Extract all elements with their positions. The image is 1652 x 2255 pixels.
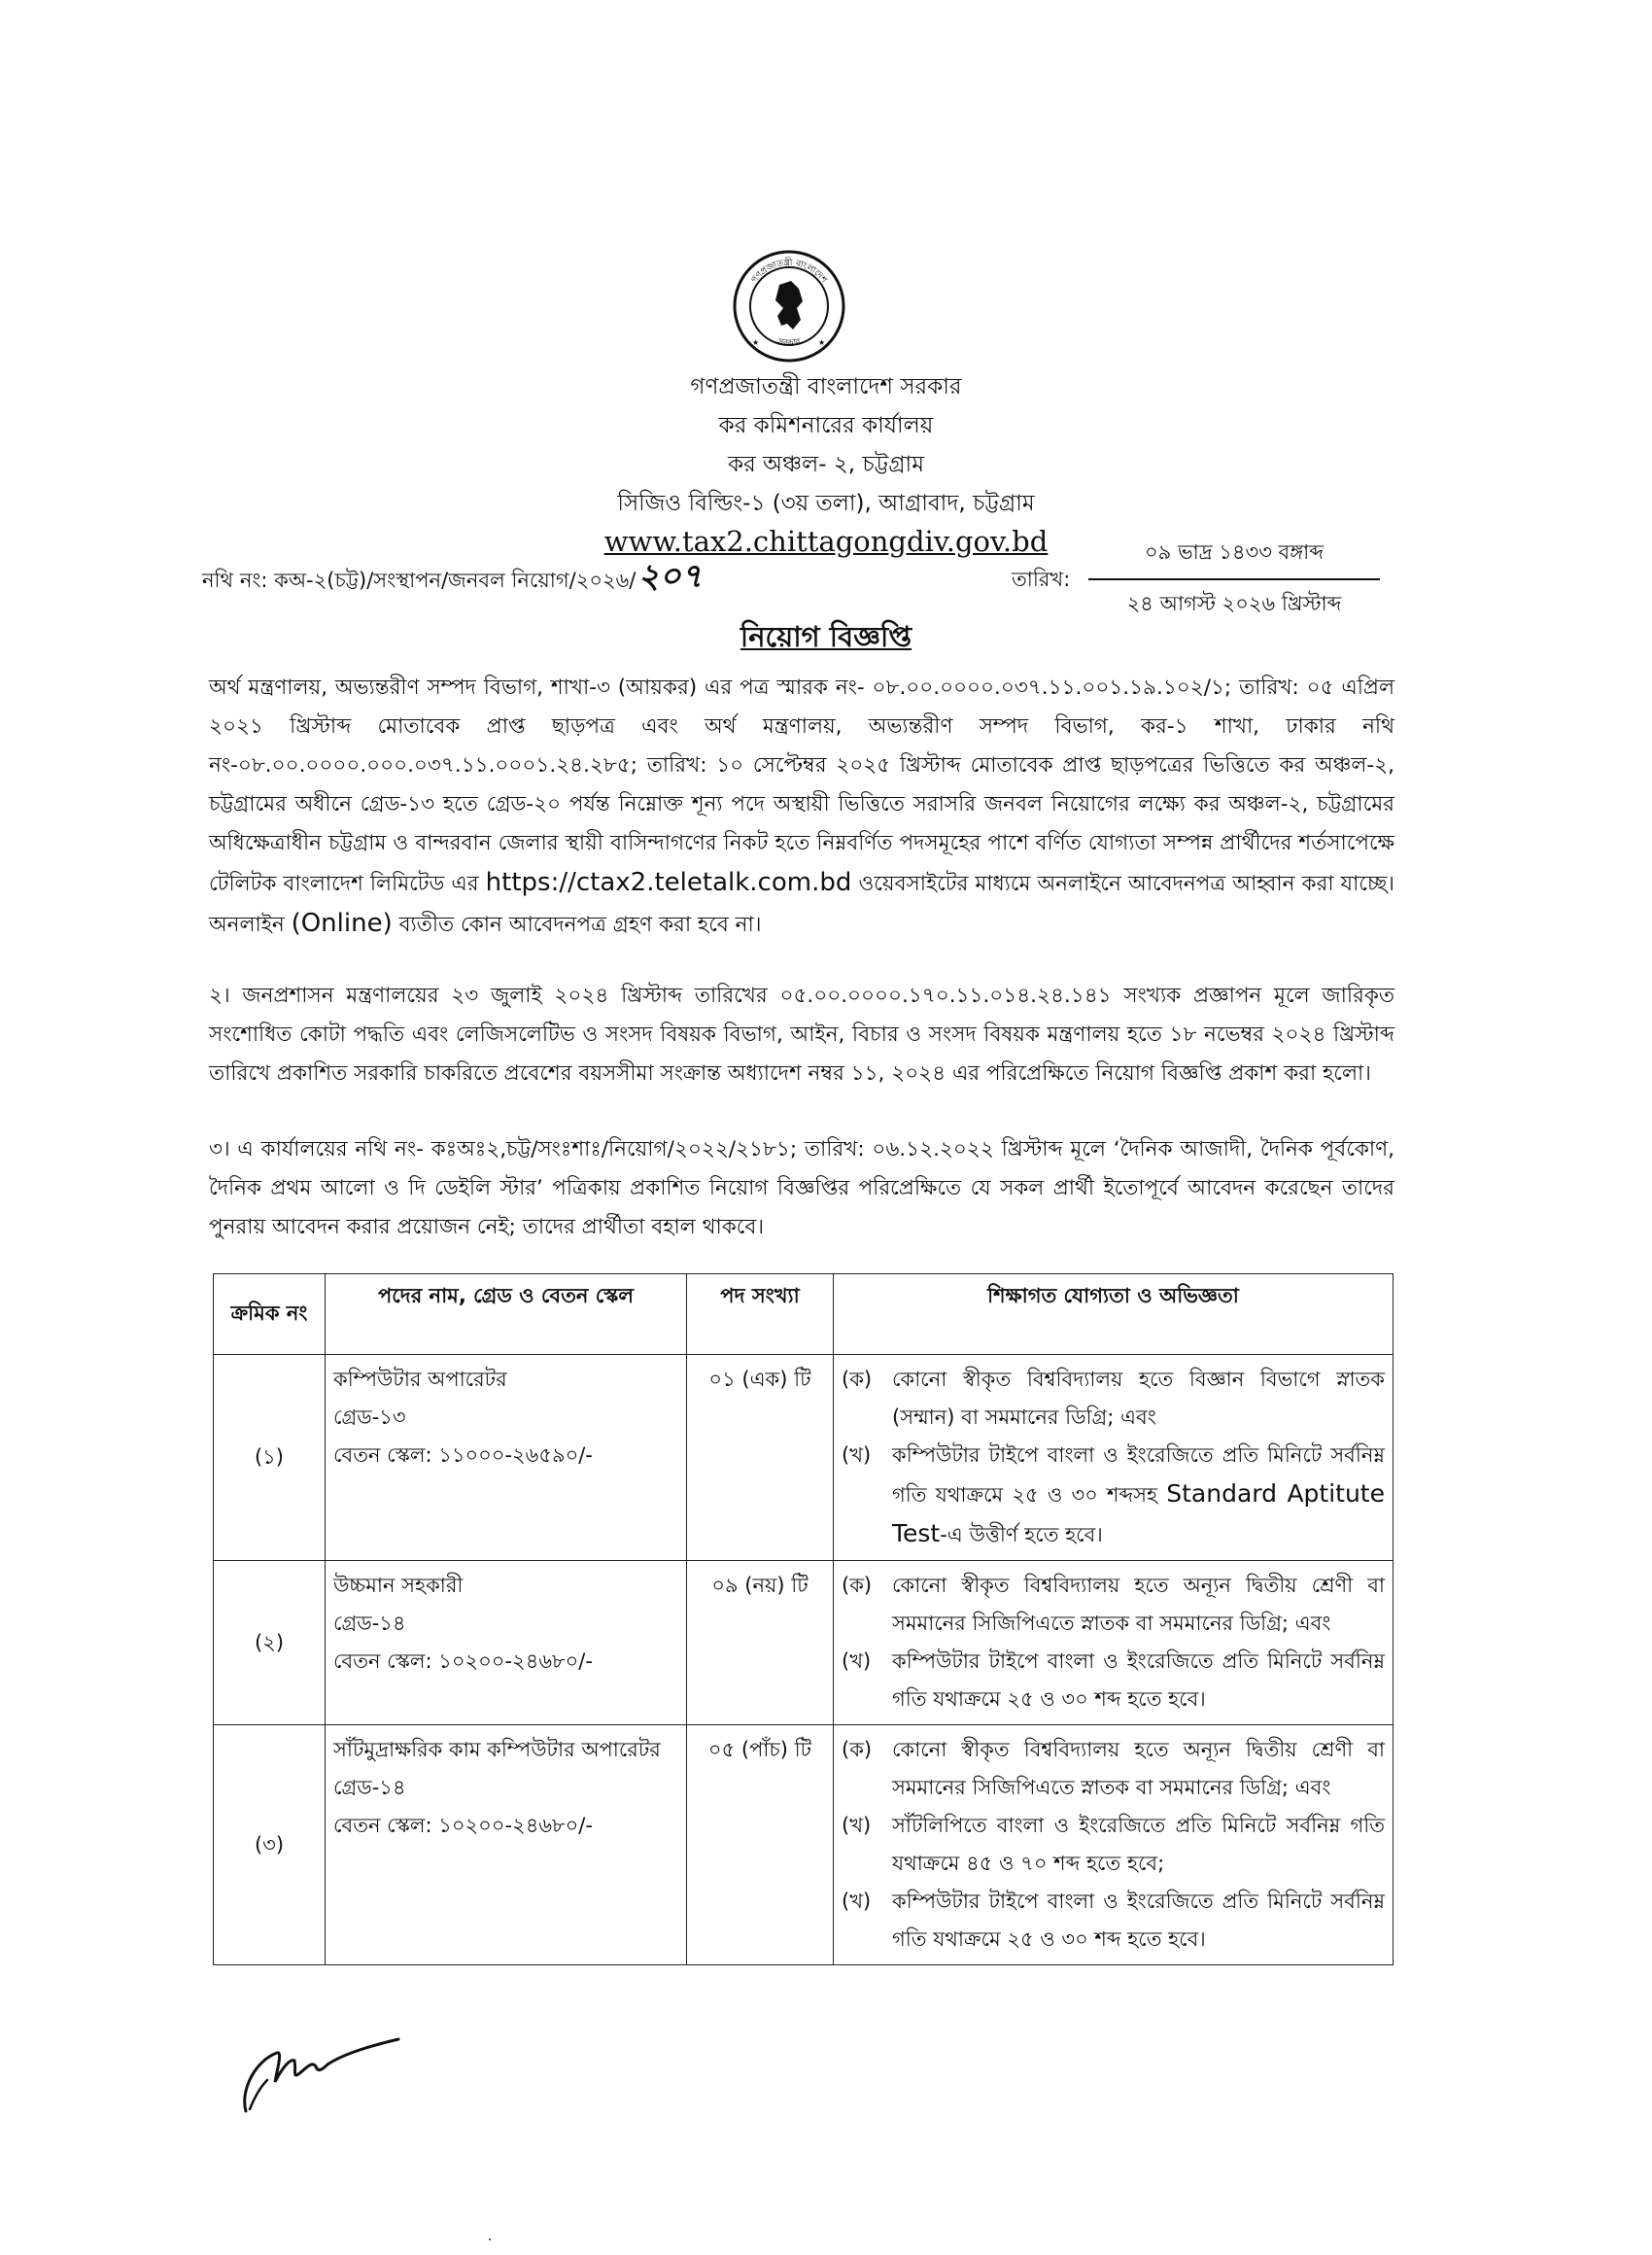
qualification-key: (খ) <box>842 1890 872 1913</box>
government-seal-icon <box>731 248 847 364</box>
svg-text:★: ★ <box>752 338 760 347</box>
post-grade: গ্রেড-১৪ <box>333 1612 406 1635</box>
qualification-test-name: Standard Aptitute Test <box>892 1479 1385 1547</box>
table-row <box>214 1561 1394 1725</box>
row-serial: (২) <box>214 1561 326 1725</box>
memo-handwritten-number: ২০৭ <box>637 557 703 596</box>
date-bangla: ০৯ ভাদ্র ১৪৩৩ বঙ্গাব্দ <box>1088 537 1380 580</box>
svg-text:সরকার <box>775 337 803 349</box>
vacancy-table <box>213 1273 1394 1965</box>
header-post: পদের নাম, গ্রেড ও বেতন স্কেল <box>326 1274 687 1355</box>
row-post <box>326 1355 687 1561</box>
seal-bottom-text: সরকার <box>776 337 802 349</box>
qualification-item <box>842 1437 1385 1554</box>
notice-title: নিয়োগ বিজ্ঞপ্তি <box>740 620 912 653</box>
qualification-item <box>842 1643 1385 1718</box>
row-serial: (১) <box>214 1355 326 1561</box>
qualification-item <box>842 1361 1385 1437</box>
post-name: কম্পিউটার অপারেটর <box>333 1368 507 1391</box>
date-gregorian: ২৪ আগস্ট ২০২৬ খ্রিস্টাব্দ <box>1126 592 1342 615</box>
table-row <box>214 1725 1394 1965</box>
row-count: ০১ (এক) টি <box>687 1355 834 1561</box>
qualification-key: (ক) <box>842 1738 873 1761</box>
memo-number <box>202 551 703 607</box>
row-qualifications <box>834 1725 1394 1965</box>
qualification-text: কম্পিউটার টাইপে বাংলা ও ইংরেজিতে প্রতি মিনিটে সর্বনিম্ন গতি যথাক্রমে ২৫ ও ৩০ শব্দ হতে হবে। <box>892 1890 1385 1951</box>
qualification-item <box>842 1807 1385 1883</box>
qualification-text: কম্পিউটার টাইপে বাংলা ও ইংরেজিতে প্রতি মিনিটে সর্বনিম্ন গতি যথাক্রমে ২৫ ও ৩০ শব্দ হতে হবে। <box>892 1649 1385 1711</box>
header-serial: ক্রমিক নং <box>214 1274 326 1355</box>
memo-prefix: নথি নং: কঅ-২(চট্ট)/সংস্থাপন/জনবল নিয়োগ/২০২৬/ <box>202 569 637 592</box>
qualification-item <box>842 1883 1385 1959</box>
table-row <box>214 1355 1394 1561</box>
qualification-text: কোনো স্বীকৃত বিশ্ববিদ্যালয় হতে অন্যূন দ্বিতীয় শ্রেণী বা সমমানের সিজিপিএতে স্নাতক বা সমমানের ডিগ্রি; এবং <box>892 1738 1385 1799</box>
qualification-suffix: -এ উত্তীর্ণ হতে হবে। <box>940 1523 1103 1546</box>
header-website-url: www.tax2.chittagongdiv.gov.bd <box>603 525 1049 558</box>
scan-speck <box>489 2238 491 2240</box>
qualification-key: (ক) <box>842 1368 873 1391</box>
paragraph-1-text-2: ওয়েবসাইটের মাধ্যমে অনলাইনে আবেদনপত্র আহ্বান করা যাচ্ছে। অনলাইন <box>209 872 1394 937</box>
qualification-key: (খ) <box>842 1814 872 1837</box>
qualification-text: সাঁটলিপিতে বাংলা ও ইংরেজিতে প্রতি মিনিটে সর্বনিম্ন গতি যথাক্রমে ৪৫ ও ৭০ শব্দ হতে হবে; <box>892 1814 1385 1875</box>
row-qualifications <box>834 1561 1394 1725</box>
qualification-key: (খ) <box>842 1443 872 1467</box>
paragraph-2: ২। জনপ্রশাসন মন্ত্রণালয়ের ২৩ জুলাই ২০২৪ খ্রিস্টাব্দ তারিখের ০৫.০০.০০০০.১৭০.১১.০১৪.২৪.১৪১ সংখ্যক প্রজ্ঞাপন মূলে জারিকৃত সংশোধিত কোটা পদ্ধতি এবং লেজিসলেটিভ ও সংসদ বিষয়ক বিভাগ, আইন, বিচার ও সংসদ বিষয়ক মন্ত্রণালয় হতে ১৮ নভেম্বর ২০২৪ খ্রিস্টাব্দ তারিখে প্রকাশিত সরকারি চাকরিতে প্রবেশের বয়সসীমা সংক্রান্ত অধ্যাদেশ নম্বর ১১, ২০২৪ এর পরিপ্রেক্ষিতে নিয়োগ বিজ্ঞপ্তি প্রকাশ করা হলো। <box>209 984 1394 1086</box>
paragraph-1-text: অর্থ মন্ত্রণালয়, অভ্যন্তরীণ সম্পদ বিভাগ, শাখা-৩ (আয়কর) এর পত্র স্মারক নং- ০৮.০০.০০০০.০৩৭.১১.০০১.১৯.১০২/১; তারিখ: ০৫ এপ্রিল ২০২১ খ্রিস্টাব্দ মোতাবেক প্রাপ্ত ছাড়পত্র এবং অর্থ মন্ত্রণালয়, অভ্যন্তরীণ সম্পদ বিভাগ, কর-১ শাখা, ঢাকার নথি নং-০৮.০০.০০০০.০০০.০৩৭.১১.০০০১.২৪.২৮৫; তারিখ: ১০ সেপ্টেম্বর ২০২৫ খ্রিস্টাব্দ মোতাবেক প্রাপ্ত ছাড়পত্রের ভিত্তিতে কর অঞ্চল-২, চট্টগ্রামের অধীনে গ্রেড-১৩ হতে গ্রেড-২০ পর্যন্ত নিম্নোক্ত শূন্য পদে অস্থায়ী ভিত্তিতে সরাসরি জনবল নিয়োগের লক্ষ্যে কর অঞ্চল-২, চট্টগ্রামের অধিক্ষেত্রাধীন চট্টগ্রাম ও বান্দরবান জেলার স্থায়ী বাসিন্দাগণের নিকট হতে নিম্নবর্ণিত পদসমূহের পাশে বর্ণিত যোগ্যতা সম্পন্ন প্রার্থীদের শর্তসাপেক্ষে টেলিটক বাংলাদেশ লিমিটেড এর <box>209 676 1394 896</box>
row-post <box>326 1561 687 1725</box>
post-name: সাঁটমুদ্রাক্ষরিক কাম কম্পিউটার অপারেটর <box>333 1738 661 1761</box>
table-header-row <box>214 1274 1394 1355</box>
signature-icon <box>238 2031 403 2119</box>
paragraph-1-text-3: ব্যতীত কোন আবেদনপত্র গ্রহণ করা হবে না। <box>398 913 762 937</box>
post-name: উচ্চমান সহকারী <box>333 1574 464 1597</box>
svg-text:★: ★ <box>818 338 826 347</box>
row-count: ০৯ (নয়) টি <box>687 1561 834 1725</box>
date-label: তারিখ: <box>1012 568 1071 591</box>
post-grade: গ্রেড-১৩ <box>333 1405 406 1429</box>
qualification-item <box>842 1567 1385 1643</box>
header-office: কর কমিশনারের কার্যালয় <box>718 413 934 438</box>
qualification-text-group <box>892 1437 1385 1554</box>
qualification-item <box>842 1731 1385 1807</box>
row-serial: (৩) <box>214 1725 326 1965</box>
header-qualification: শিক্ষাগত যোগ্যতা ও অভিজ্ঞতা <box>834 1274 1394 1355</box>
qualification-key: (ক) <box>842 1574 873 1597</box>
application-url-link[interactable]: https://ctax2.teletalk.com.bd <box>485 868 852 897</box>
paragraph-3: ৩। এ কার্যালয়ের নথি নং- কঃঅঃ২,চট্ট/সংঃশাঃ/নিয়োগ/২০২২/২১৮১; তারিখ: ০৬.১২.২০২২ খ্রিস্টাব্দ মূলে ‘দৈনিক আজাদী, দৈনিক পূর্বকোণ, দৈনিক প্রথম আলো ও দি ডেইলি স্টার’ পত্রিকায় প্রকাশিত নিয়োগ বিজ্ঞপ্তির পরিপ্রেক্ষিতে যে সকল প্রার্থী ইতোপূর্বে আবেদন করেছেন তাদের পুনরায় আবেদন করার প্রয়োজন নেই; তাদের প্রার্থীতা বহাল থাকবে। <box>209 1137 1394 1239</box>
header-government: গণপ্রজাতন্ত্রী বাংলাদেশ সরকার <box>690 374 962 399</box>
post-pay-scale: বেতন স্কেল: ১০২০০-২৪৬৮০/- <box>333 1649 593 1673</box>
qualification-key: (খ) <box>842 1649 872 1673</box>
header-zone: কর অঞ্চল- ২, চট্টগ্রাম <box>728 452 924 477</box>
qualification-text: কোনো স্বীকৃত বিশ্ববিদ্যালয় হতে অন্যূন দ্বিতীয় শ্রেণী বা সমমানের সিজিপিএতে স্নাতক বা সমমানের ডিগ্রি; এবং <box>892 1574 1385 1635</box>
header-address: সিজিও বিল্ডিং-১ (৩য় তলা), আগ্রাবাদ, চট্টগ্রাম <box>617 491 1035 516</box>
online-word: (Online) <box>291 909 393 938</box>
paragraph-1 <box>209 669 1394 945</box>
qualification-text: কম্পিউটার টাইপে বাংলা ও ইংরেজিতে প্রতি মিনিটে সর্বনিম্ন গতি যথাক্রমে ২৫ ও ৩০ শব্দসহ <box>892 1443 1385 1507</box>
row-post <box>326 1725 687 1965</box>
post-pay-scale: বেতন স্কেল: ১১০০০-২৬৫৯০/- <box>333 1443 593 1467</box>
post-pay-scale: বেতন স্কেল: ১০২০০-২৪৬৮০/- <box>333 1814 593 1837</box>
seal-top-text: গণপ্রজাতন্ত্রী বাংলাদেশ <box>749 258 829 286</box>
date-block <box>1088 537 1380 622</box>
post-grade: গ্রেড-১৪ <box>333 1776 406 1799</box>
header-count: পদ সংখ্যা <box>687 1274 834 1355</box>
row-count: ০৫ (পাঁচ) টি <box>687 1725 834 1965</box>
qualification-text: কোনো স্বীকৃত বিশ্ববিদ্যালয় হতে বিজ্ঞান বিভাগে স্নাতক (সম্মান) বা সমমানের ডিগ্রি; এবং <box>892 1368 1385 1429</box>
row-qualifications <box>834 1355 1394 1561</box>
